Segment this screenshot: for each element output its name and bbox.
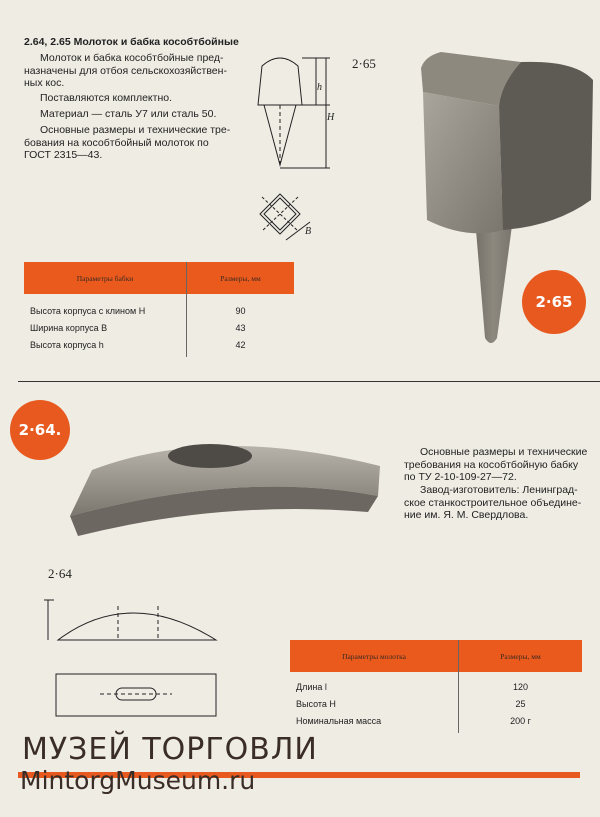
- table-row: Высота корпуса h 42: [24, 336, 294, 353]
- right-paragraph-1: Основные размеры и технические требования на кособтбойную бабку по ТУ 2-10-109-27—72.: [404, 446, 588, 483]
- section-heading: [24, 36, 239, 48]
- badge-264: 2·64.: [10, 400, 70, 460]
- dim-label-h: h: [317, 82, 322, 93]
- babka-col-param: Параметры бабки: [24, 262, 187, 294]
- table-row: Высота H 25: [290, 695, 582, 712]
- babka-parameters-table: [24, 262, 294, 357]
- table-row: Высота корпуса с клином H 90: [24, 302, 294, 319]
- intro-paragraph-4: Основные размеры и технические тре- бования на кособтбойный молоток по ГОСТ 2315—43.: [24, 124, 231, 161]
- table-row: Длина l 120: [290, 678, 582, 695]
- section-title: Молоток и бабка кособтбойные: [73, 36, 239, 48]
- intro-paragraph-3: Материал — сталь У7 или сталь 50.: [40, 108, 217, 120]
- babka-drawing: [250, 50, 340, 250]
- molotok-photo: [62, 430, 387, 540]
- molotok-col-param: Параметры молотка: [290, 640, 459, 672]
- molotok-drawing: [40, 596, 230, 721]
- molotok-parameters-table: [290, 640, 582, 733]
- babka-col-size: Размеры, мм: [187, 262, 295, 294]
- watermark-title: МУЗЕЙ ТОРГОВЛИ: [22, 732, 318, 767]
- badge-265: 2·65: [522, 270, 586, 334]
- intro-paragraph-2: Поставляются комплектно.: [40, 92, 173, 104]
- section-divider: [18, 381, 600, 382]
- section-number: 2.64, 2.65: [24, 36, 71, 48]
- table-row: Ширина корпуса B 43: [24, 319, 294, 336]
- figure-label-264: 2·64: [48, 566, 72, 581]
- dim-label-B: B: [305, 226, 312, 237]
- dim-label-H: H: [327, 112, 335, 123]
- molotok-col-size: Размеры, мм: [459, 640, 583, 672]
- table-row: Номинальная масса 200 г: [290, 712, 582, 729]
- right-paragraph-2: Завод-изготовитель: Ленинград- ское станкостроительное объедине- ние им. Я. М. Свердлова.: [404, 484, 582, 521]
- intro-paragraph-1: Молоток и бабка кособтбойные пред- назначены для отбоя сельскохозяйствен- ных кос.: [24, 52, 227, 89]
- watermark-url: MintorgMuseum.ru: [20, 766, 256, 795]
- figure-label-265: 2·65: [352, 56, 376, 71]
